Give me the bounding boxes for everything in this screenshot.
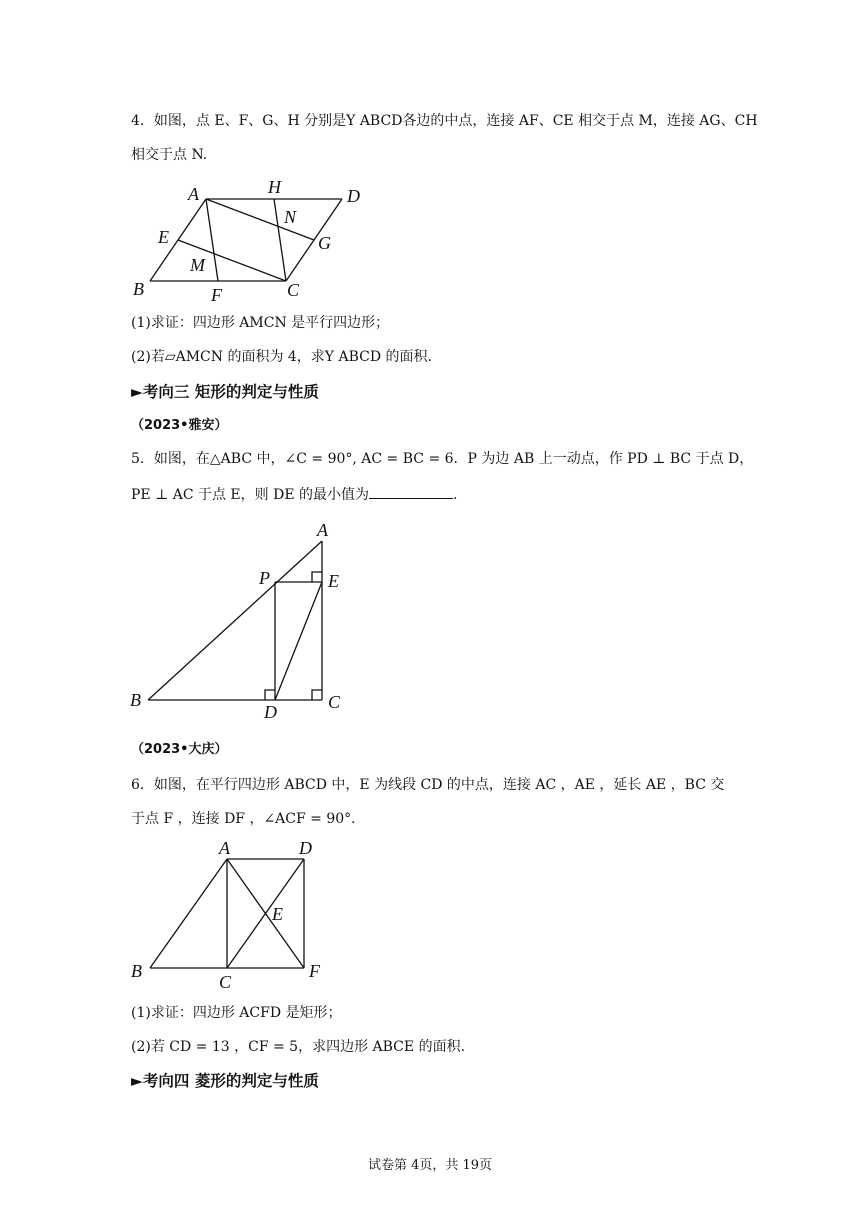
section-heading-rectangle: ►考向三 矩形的判定与性质: [131, 383, 319, 401]
q6-text-line1: 6．如图，在平行四边形 ABCD 中，E 为线段 CD 的中点，连接 AC ，AE ，延长 AE ，BC 交: [131, 777, 725, 793]
q5-label-E: E: [328, 571, 339, 591]
q5-text-line2-prefix: PE ⊥ AC 于点 E，则 DE 的最小值为: [131, 487, 369, 503]
q5-label-P: P: [259, 568, 270, 588]
q6-subquestion-1: (1)求证：四边形 ACFD 是矩形；: [131, 1005, 342, 1021]
q4-label-B: B: [133, 279, 144, 299]
q6-label-F: F: [309, 961, 320, 981]
page-footer: 试卷第 4页，共 19页: [367, 1158, 493, 1173]
q4-text-line2: 相交于点 N.: [131, 147, 208, 163]
q4-label-H: H: [268, 177, 281, 197]
q4-label-D: D: [347, 186, 360, 206]
q4-label-E: E: [158, 227, 169, 247]
q4-label-F: F: [211, 285, 222, 305]
q4-subquestion-1: (1)求证：四边形 AMCN 是平行四边形；: [131, 315, 390, 331]
q6-label-E: E: [272, 904, 283, 924]
q5-text-line2-suffix: .: [453, 487, 458, 503]
q6-label-B: B: [131, 961, 142, 981]
q6-label-A: A: [219, 838, 230, 858]
q6-source: （2023•大庆）: [131, 742, 228, 757]
q6-subquestion-2: (2)若 CD = 13 ，CF = 5，求四边形 ABCE 的面积.: [131, 1039, 466, 1055]
q5-label-A: A: [317, 520, 328, 540]
q4-subquestion-2: (2)若▱AMCN 的面积为 4，求Y ABCD 的面积.: [131, 349, 432, 365]
section-heading-rhombus: ►考向四 菱形的判定与性质: [131, 1072, 319, 1090]
q5-source: （2023•雅安）: [131, 418, 228, 433]
q4-label-C: C: [287, 280, 300, 300]
q6-label-C: C: [219, 972, 232, 992]
q4-label-M: M: [190, 255, 205, 275]
q4-label-G: G: [318, 233, 331, 253]
q5-label-D: D: [264, 702, 277, 722]
q5-label-B: B: [130, 690, 141, 710]
q4-text-line1: 4．如图，点 E、F、G、H 分别是Y ABCD各边的中点，连接 AF、CE 相交于点 M，连接 AG、CH: [131, 113, 758, 129]
q6-text-line2: 于点 F ，连接 DF ，∠ACF = 90°．: [131, 811, 366, 827]
q5-label-C: C: [328, 692, 341, 712]
q4-label-N: N: [284, 207, 297, 227]
q5-text-line1: 5．如图，在△ABC 中，∠C = 90°, AC = BC = 6．P 为边 AB 上一动点，作 PD ⊥ BC 于点 D，: [131, 451, 754, 467]
q4-label-A: A: [188, 184, 199, 204]
q6-label-D: D: [299, 838, 312, 858]
